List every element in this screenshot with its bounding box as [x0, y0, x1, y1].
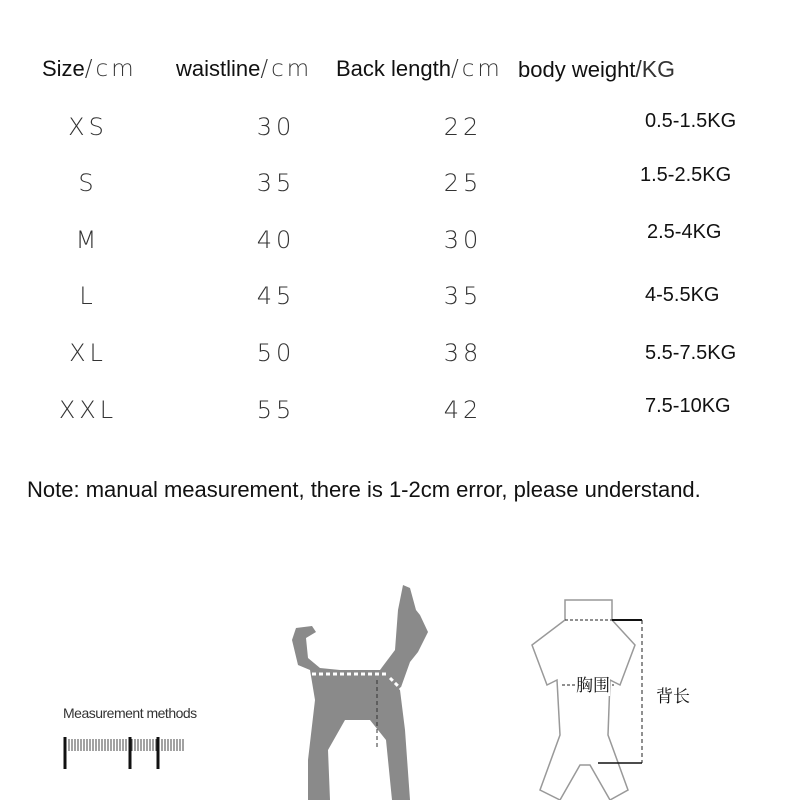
cell-size: M: [75, 226, 101, 254]
ruler-icon: [60, 735, 195, 775]
cell-waistline: 45: [256, 282, 296, 310]
cell-weight: 1.5-2.5KG: [640, 164, 732, 186]
chest-label: 胸围: [576, 671, 610, 696]
note-text: Note: manual measurement, there is 1-2cm error, please understand.: [27, 477, 701, 502]
header-waistline: [176, 56, 312, 82]
cell-back-length: 42: [443, 396, 483, 424]
cell-back-length: 25: [443, 169, 483, 197]
cell-size: XS: [68, 113, 108, 141]
dog-silhouette-icon: [270, 580, 440, 800]
cell-back-length: 35: [443, 282, 483, 310]
cell-waistline: 30: [256, 113, 296, 141]
cell-weight: 4-5.5KG: [645, 284, 720, 306]
measurement-methods-label: Measurement methods: [63, 705, 197, 721]
header-body-weight: [518, 56, 675, 83]
cell-back-length: 38: [443, 339, 483, 367]
cell-waistline: 35: [256, 169, 296, 197]
header-size: [42, 56, 137, 82]
cell-size: XL: [69, 339, 107, 367]
cell-weight: 5.5-7.5KG: [645, 342, 737, 364]
cell-back-length: 30: [443, 226, 483, 254]
header-unit: /cm: [260, 56, 313, 82]
header-label: Size: [42, 56, 85, 81]
cell-weight: 7.5-10KG: [645, 395, 731, 417]
cell-back-length: 22: [443, 113, 483, 141]
cell-weight: 2.5-4KG: [647, 221, 722, 243]
cell-size: S: [78, 169, 98, 197]
header-unit: /KG: [635, 56, 676, 82]
header-label: waistline: [176, 56, 261, 81]
cell-waistline: 55: [256, 396, 296, 424]
cell-waistline: 40: [256, 226, 296, 254]
cell-weight: 0.5-1.5KG: [645, 110, 737, 132]
cell-size: XXL: [58, 396, 118, 424]
header-label: Back length: [336, 56, 451, 81]
back-length-label: 背长: [656, 687, 690, 707]
header-unit: /cm: [450, 56, 503, 82]
cell-size: L: [79, 282, 97, 310]
cell-waistline: 50: [256, 339, 296, 367]
header-label: body weight: [518, 57, 636, 82]
header-unit: /cm: [84, 56, 137, 82]
header-back-length: [336, 56, 503, 82]
